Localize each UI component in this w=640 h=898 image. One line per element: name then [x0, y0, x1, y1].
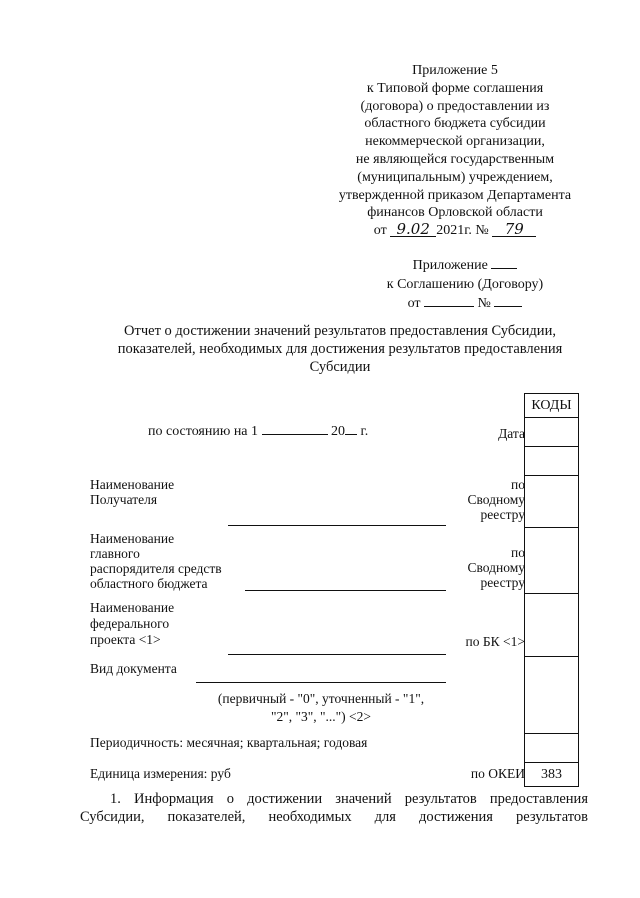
recipient-label-line: Наименование	[90, 477, 175, 492]
appendix-date-blank	[424, 306, 474, 307]
appendix-date-line	[360, 294, 570, 313]
code-registry-2-cell[interactable]	[525, 527, 578, 593]
as-of-year-blank	[345, 434, 357, 435]
code-doc-type-cell[interactable]	[525, 656, 578, 733]
periodicity: Периодичность: месячная; квартальная; годовая	[90, 735, 368, 750]
registry-label-line: по	[511, 477, 525, 492]
appendix-title: Приложение	[412, 258, 488, 273]
header-line: Приложение 5	[412, 63, 498, 78]
appendix-number-blank	[491, 268, 517, 269]
header-line: областного бюджета субсидии	[364, 116, 546, 132]
project-label-line: федерального	[90, 616, 170, 631]
appendix-agreement: к Соглашению (Договору)	[386, 277, 544, 292]
manager-label-line: областного бюджета	[90, 576, 208, 591]
code-periodicity-cell[interactable]	[525, 733, 578, 762]
section-1-paragraph	[80, 790, 588, 826]
appendix-from: от	[407, 296, 421, 311]
codes-header: КОДЫ	[525, 393, 578, 417]
registry-label-line: Сводному	[467, 560, 525, 575]
report-title-line: Субсидии	[309, 359, 371, 375]
report-title	[90, 322, 590, 376]
bk-label: по БК <1>	[465, 634, 525, 649]
as-of-prefix: по состоянию на 1	[148, 424, 259, 439]
code-okei-cell: 383	[525, 762, 578, 787]
manager-label-line: распорядителя средств	[90, 561, 222, 576]
header-line: не являющейся государственным	[355, 151, 555, 167]
report-title-line: Отчет о достижении значений результатов предоставления Субсидии,	[124, 323, 556, 339]
manager-label-line: Наименование	[90, 531, 175, 546]
header-line: к Типовой форме соглашения	[366, 80, 544, 96]
recipient-label	[90, 477, 174, 507]
project-label	[90, 600, 174, 648]
handwritten-number: 79	[492, 222, 536, 237]
header-line: утвержденной приказом Департамента	[338, 187, 572, 203]
okei-label: по ОКЕИ	[470, 766, 525, 781]
manager-label	[90, 531, 222, 591]
code-registry-1-cell[interactable]	[525, 475, 578, 527]
unit-label: Единица измерения: руб	[90, 766, 231, 781]
handwritten-date: 9.02	[390, 222, 436, 237]
registry-label-line: реестру	[480, 575, 525, 590]
section-1-line: Субсидии, показателей, необходимых для достижения результатов	[80, 809, 588, 825]
appendix-number-sign: №	[477, 296, 491, 311]
appendix-block	[360, 256, 570, 313]
code-empty-cell[interactable]	[525, 446, 578, 475]
registry-label-1	[467, 477, 525, 522]
registry-label-line: по	[511, 545, 525, 560]
registry-label-2	[467, 545, 525, 590]
header-line: (договора) о предоставлении из	[360, 98, 550, 114]
codes-table	[524, 393, 579, 787]
doc-type-label: Вид документа	[90, 661, 177, 676]
doc-type-hint-line: (первичный - "0", уточненный - "1",	[217, 691, 425, 706]
recipient-field-line[interactable]	[228, 525, 446, 526]
doc-type-field-line[interactable]	[196, 682, 446, 683]
report-title-line: показателей, необходимых для достижения результатов предоставления	[117, 341, 563, 357]
as-of-year: 20	[331, 424, 346, 439]
header-line: (муниципальным) учреждением,	[357, 169, 553, 185]
appendix-num-blank	[494, 306, 522, 307]
as-of-date-line	[148, 424, 368, 440]
doc-type-hint	[196, 690, 446, 726]
appendix-title-line	[360, 256, 570, 275]
manager-label-line: главного	[90, 546, 140, 561]
header-line: некоммерческой организации,	[365, 134, 545, 150]
registry-label-line: реестру	[480, 507, 525, 522]
section-1-line: 1. Информация о достижении значений результатов предоставления	[110, 791, 588, 807]
code-bk-cell[interactable]	[525, 593, 578, 656]
order-date-line	[320, 222, 590, 240]
registry-label-line: Сводному	[467, 492, 525, 507]
header-block	[320, 62, 590, 240]
doc-type-hint-line: "2", "3", "...") <2>	[270, 709, 372, 724]
header-line: финансов Орловской области	[367, 205, 543, 221]
date-prefix: от	[373, 223, 387, 239]
manager-field-line[interactable]	[245, 590, 446, 591]
year-number-text: 2021г. №	[436, 223, 489, 239]
date-label: Дата	[498, 426, 525, 441]
as-of-day-blank	[262, 434, 328, 435]
recipient-label-line: Получателя	[90, 492, 158, 507]
project-field-line[interactable]	[228, 654, 446, 655]
project-label-line: Наименование	[90, 600, 175, 615]
project-label-line: проекта <1>	[90, 632, 161, 647]
code-date-cell[interactable]	[525, 417, 578, 446]
as-of-suffix: г.	[360, 424, 369, 439]
